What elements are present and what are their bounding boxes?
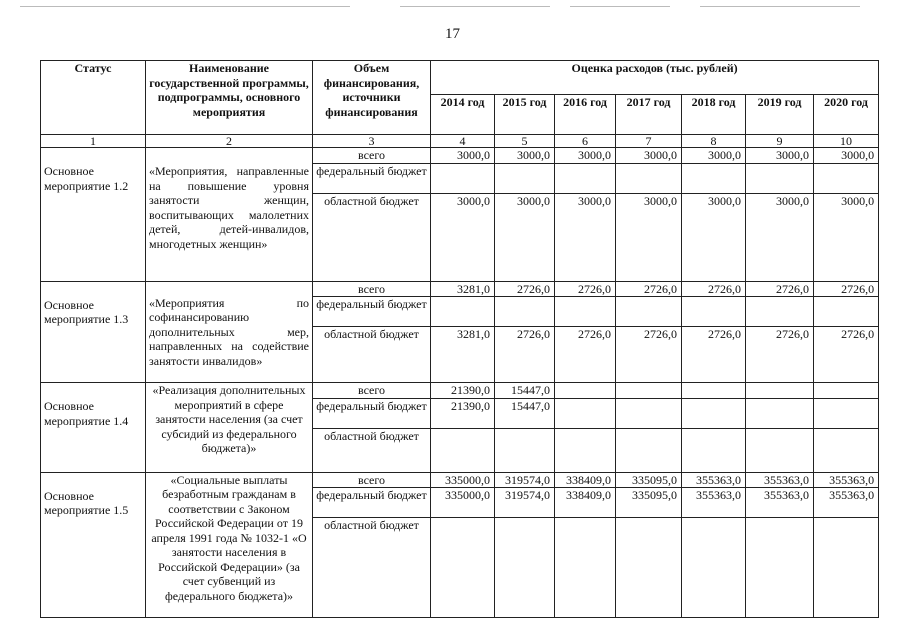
measure-1-3 xyxy=(41,281,879,383)
value-cell: 319574,0 xyxy=(495,472,555,488)
value-cell: 15447,0 xyxy=(495,398,555,428)
value-cell xyxy=(682,518,746,618)
top-rule xyxy=(570,6,670,7)
value-cell: 335000,0 xyxy=(431,472,495,488)
value-cell: 355363,0 xyxy=(814,488,879,518)
column-index: 10 xyxy=(814,135,879,148)
value-cell: 355363,0 xyxy=(746,488,814,518)
status-cell: Основное мероприятие 1.3 xyxy=(41,281,146,383)
year-header: 2019 год xyxy=(746,95,814,135)
top-rule xyxy=(400,6,550,7)
value-cell xyxy=(616,297,682,327)
column-index: 2 xyxy=(146,135,313,148)
measure-name: «Мероприятия по софинансированию дополнительных мер, направленных на содействие занятости инвалидов» xyxy=(146,281,313,383)
value-cell xyxy=(616,383,682,399)
header-estimate: Оценка расходов (тыс. рублей) xyxy=(431,61,879,95)
year-header: 2017 год xyxy=(616,95,682,135)
year-header: 2018 год xyxy=(682,95,746,135)
value-cell xyxy=(555,398,616,428)
value-cell: 3000,0 xyxy=(616,148,682,164)
year-header: 2020 год xyxy=(814,95,879,135)
column-index: 1 xyxy=(41,135,146,148)
value-cell xyxy=(746,518,814,618)
value-cell xyxy=(555,163,616,193)
value-cell xyxy=(814,297,879,327)
value-cell xyxy=(746,163,814,193)
source-total: всего xyxy=(313,148,431,164)
source-federal: федеральный бюджет xyxy=(313,297,431,327)
year-header: 2016 год xyxy=(555,95,616,135)
value-cell xyxy=(814,518,879,618)
value-cell: 3000,0 xyxy=(555,193,616,281)
expenses-table xyxy=(40,60,879,618)
value-cell xyxy=(555,428,616,472)
value-cell: 2726,0 xyxy=(495,327,555,383)
value-cell: 338409,0 xyxy=(555,472,616,488)
source-total: всего xyxy=(313,281,431,297)
column-index: 6 xyxy=(555,135,616,148)
value-cell: 3281,0 xyxy=(431,281,495,297)
value-cell: 3000,0 xyxy=(814,148,879,164)
value-cell xyxy=(616,518,682,618)
value-cell: 335095,0 xyxy=(616,472,682,488)
value-cell xyxy=(746,383,814,399)
top-rule xyxy=(20,6,350,7)
measure-1-4 xyxy=(41,383,879,473)
value-cell: 21390,0 xyxy=(431,383,495,399)
value-cell: 335000,0 xyxy=(431,488,495,518)
status-cell: Основное мероприятие 1.5 xyxy=(41,472,146,618)
value-cell xyxy=(746,297,814,327)
value-cell: 3000,0 xyxy=(555,148,616,164)
value-cell xyxy=(431,428,495,472)
value-cell: 355363,0 xyxy=(746,472,814,488)
value-cell xyxy=(682,428,746,472)
value-cell xyxy=(814,398,879,428)
value-cell: 3000,0 xyxy=(495,148,555,164)
value-cell xyxy=(616,428,682,472)
value-cell: 2726,0 xyxy=(746,327,814,383)
value-cell: 21390,0 xyxy=(431,398,495,428)
value-cell: 2726,0 xyxy=(495,281,555,297)
source-regional: областной бюджет xyxy=(313,327,431,383)
value-cell xyxy=(682,383,746,399)
value-cell: 355363,0 xyxy=(682,472,746,488)
value-cell: 3000,0 xyxy=(746,193,814,281)
value-cell xyxy=(682,163,746,193)
column-index: 3 xyxy=(313,135,431,148)
measure-name: «Мероприятия, направленные на повышение уровня занятости женщин, воспитывающих малолетних детей, детей-инвалидов, многодетных женщин» xyxy=(146,148,313,282)
value-cell: 2726,0 xyxy=(555,281,616,297)
value-cell: 3000,0 xyxy=(495,193,555,281)
value-cell: 2726,0 xyxy=(746,281,814,297)
value-cell xyxy=(616,163,682,193)
value-cell: 3000,0 xyxy=(431,193,495,281)
value-cell xyxy=(746,428,814,472)
value-cell: 2726,0 xyxy=(555,327,616,383)
year-header: 2014 год xyxy=(431,95,495,135)
source-total: всего xyxy=(313,472,431,488)
value-cell xyxy=(555,518,616,618)
value-cell: 319574,0 xyxy=(495,488,555,518)
source-total: всего xyxy=(313,383,431,399)
value-cell: 2726,0 xyxy=(682,327,746,383)
value-cell: 355363,0 xyxy=(682,488,746,518)
value-cell xyxy=(431,163,495,193)
value-cell: 2726,0 xyxy=(814,327,879,383)
value-cell: 3000,0 xyxy=(814,193,879,281)
header-name: Наименование государственной программы, подпрограммы, основного мероприятия xyxy=(146,61,313,135)
value-cell xyxy=(431,518,495,618)
measure-1-2 xyxy=(41,148,879,282)
value-cell xyxy=(682,297,746,327)
value-cell: 3000,0 xyxy=(616,193,682,281)
value-cell xyxy=(495,428,555,472)
value-cell: 355363,0 xyxy=(814,472,879,488)
value-cell: 3000,0 xyxy=(431,148,495,164)
source-federal: федеральный бюджет xyxy=(313,163,431,193)
value-cell xyxy=(495,297,555,327)
value-cell xyxy=(616,398,682,428)
measure-name: «Реализация дополнительных мероприятий в сфере занятости населения (за счет субсидий из федерального бюджета)» xyxy=(146,383,313,473)
value-cell xyxy=(555,383,616,399)
value-cell: 335095,0 xyxy=(616,488,682,518)
header-status: Статус xyxy=(41,61,146,135)
header-volume: Объем финансирования, источники финансирования xyxy=(313,61,431,135)
value-cell: 2726,0 xyxy=(616,327,682,383)
value-cell xyxy=(682,398,746,428)
source-federal: федеральный бюджет xyxy=(313,398,431,428)
value-cell: 3000,0 xyxy=(746,148,814,164)
value-cell xyxy=(746,398,814,428)
measure-name: «Социальные выплаты безработным гражданам в соответствии с Законом Российской Федерации от 19 апреля 1991 года № 1032-1 «О занятости населения в Российской Федерации» (за счет субвенций из федерального бюджета)» xyxy=(146,472,313,618)
value-cell xyxy=(814,383,879,399)
status-cell: Основное мероприятие 1.2 xyxy=(41,148,146,282)
value-cell: 2726,0 xyxy=(682,281,746,297)
value-cell xyxy=(814,163,879,193)
value-cell xyxy=(555,297,616,327)
value-cell: 3000,0 xyxy=(682,193,746,281)
measure-1-5 xyxy=(41,472,879,618)
value-cell: 2726,0 xyxy=(814,281,879,297)
year-header: 2015 год xyxy=(495,95,555,135)
column-index: 8 xyxy=(682,135,746,148)
column-index: 9 xyxy=(746,135,814,148)
column-index: 5 xyxy=(495,135,555,148)
column-index: 7 xyxy=(616,135,682,148)
page-number: 17 xyxy=(445,26,460,42)
source-federal: федеральный бюджет xyxy=(313,488,431,518)
status-cell: Основное мероприятие 1.4 xyxy=(41,383,146,473)
value-cell: 3281,0 xyxy=(431,327,495,383)
top-rule xyxy=(700,6,860,7)
value-cell: 338409,0 xyxy=(555,488,616,518)
value-cell: 15447,0 xyxy=(495,383,555,399)
column-index: 4 xyxy=(431,135,495,148)
value-cell xyxy=(495,518,555,618)
source-regional: областной бюджет xyxy=(313,193,431,281)
value-cell xyxy=(814,428,879,472)
value-cell xyxy=(431,297,495,327)
value-cell xyxy=(495,163,555,193)
value-cell: 3000,0 xyxy=(682,148,746,164)
source-regional: областной бюджет xyxy=(313,518,431,618)
source-regional: областной бюджет xyxy=(313,428,431,472)
value-cell: 2726,0 xyxy=(616,281,682,297)
